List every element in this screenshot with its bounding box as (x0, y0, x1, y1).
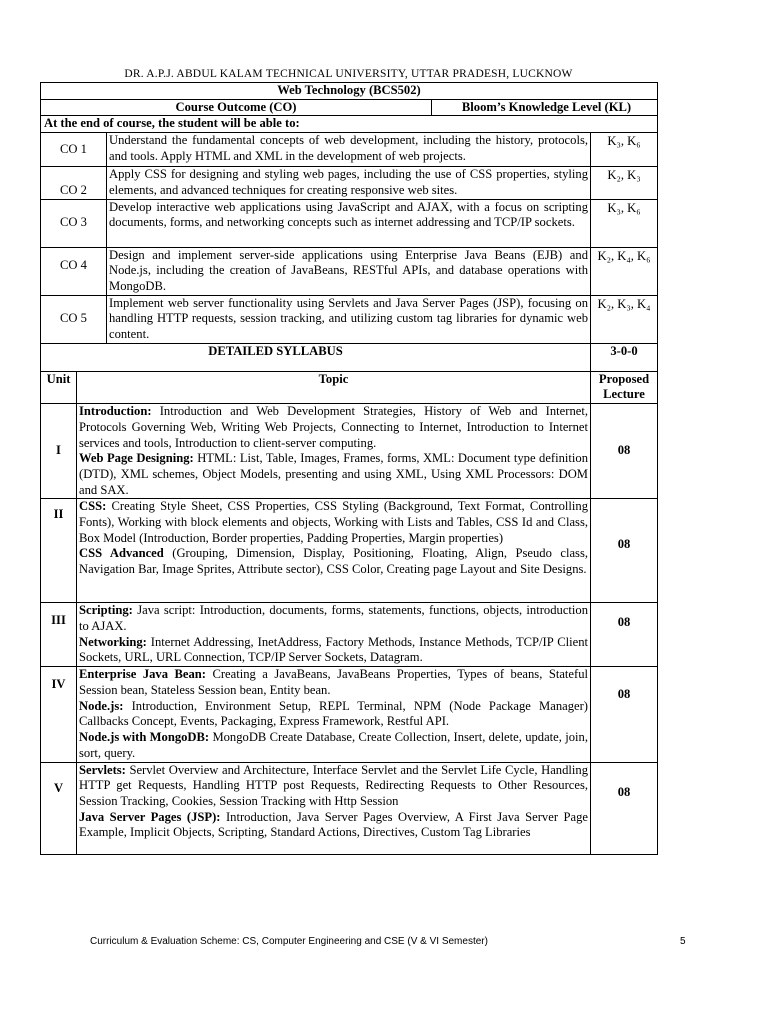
co-kl: K₂, K₃ (591, 167, 658, 199)
ltp: 3-0-0 (591, 343, 658, 371)
syllabus-title: DETAILED SYLLABUS (41, 343, 591, 371)
unit-lecture: 08 (591, 667, 658, 762)
topic-section: Enterprise Java Bean: Creating a JavaBeans, JavaBeans Properties, Types of beans, Stateful Session bean, Stateless Session bean, Entity bean. (79, 667, 588, 698)
kl-column-header: Bloom’s Knowledge Level (KL) (431, 100, 657, 116)
co-row (41, 295, 658, 343)
unit-row (41, 667, 658, 762)
course-title: Web Technology (BCS502) (41, 83, 658, 100)
co-kl: K₂, K₃, K₄ (591, 295, 658, 343)
unit-lecture: 08 (591, 404, 658, 499)
lecture-column-header: Proposed Lecture (591, 371, 658, 403)
topic-section: Servlets: Servlet Overview and Architecture, Interface Servlet and the Servlet Life Cycle, Handling HTTP get Requests, Handling HTTP post Requests, Redirecting Requests to Other Resources, Session Tracking, Cookies, Session Tracking with Http Session (79, 762, 588, 808)
topic-section: Node.js: Introduction, Environment Setup, REPL Terminal, NPM (Node Package Manager) Callbacks Concept, Events, Packaging, Express Framework, Restful API. (79, 698, 588, 729)
unit-number: V (41, 762, 77, 854)
co-text: Apply CSS for designing and styling web pages, including the use of CSS properties, styling elements, and advanced techniques for creating responsive web sites. (107, 167, 591, 199)
footer-text: Curriculum & Evaluation Scheme: CS, Computer Engineering and CSE (V & VI Semester) (90, 936, 488, 947)
topic-section: Web Page Designing: HTML: List, Table, Images, Frames, forms, XML: Document type definition (DTD), XML schemes, Object Models, presenting and using XML, Using XML Processors: DOM and SAX. (79, 451, 588, 497)
co-column-header: Course Outcome (CO) (175, 99, 297, 114)
co-kl: K₃, K₆ (591, 133, 658, 167)
unit-lecture: 08 (591, 762, 658, 854)
unit-topic (77, 603, 591, 667)
page-number: 5 (680, 936, 686, 947)
unit-lecture: 08 (591, 603, 658, 667)
unit-topic (77, 667, 591, 762)
co-id: CO 3 (41, 199, 107, 247)
co-kl: K₃, K₆ (591, 199, 658, 247)
unit-number: IV (41, 667, 77, 762)
unit-column-header: Unit (41, 371, 77, 403)
unit-topic (77, 404, 591, 499)
unit-topic (77, 499, 591, 603)
unit-number: I (41, 404, 77, 499)
unit-row (41, 404, 658, 499)
co-id: CO 5 (41, 295, 107, 343)
topic-column-header: Topic (77, 371, 591, 403)
co-row (41, 199, 658, 247)
university-name: DR. A.P.J. ABDUL KALAM TECHNICAL UNIVERSITY, UTTAR PRADESH, LUCKNOW (124, 68, 573, 80)
topic-section: CSS Advanced (Grouping, Dimension, Display, Positioning, Floating, Align, Pseudo class, Navigation Bar, Image Sprites, Attribute sector), CSS Color, Creating page Layout and Site Designs. (79, 546, 589, 577)
topic-section: Introduction: Introduction and Web Development Strategies, History of Web and Internet, Protocols Governing Web, Writing Web Projects, Connecting to Internet, Introduction to Internet services and tools, Introduction to client-server computing. (79, 404, 588, 450)
unit-number: II (41, 499, 77, 603)
co-id: CO 2 (41, 167, 107, 199)
syllabus-table (40, 82, 658, 855)
unit-lecture: 08 (591, 499, 658, 603)
unit-row (41, 762, 658, 854)
topic-section: Scripting: Java script: Introduction, documents, forms, statements, functions, objects, introduction to AJAX. (79, 603, 588, 634)
co-text: Understand the fundamental concepts of web development, including the history, protocols, and tools. Apply HTML and XML in the development of web projects. (107, 133, 591, 167)
co-text: Develop interactive web applications using JavaScript and AJAX, with a focus on scripting documents, forms, and networking concepts such as internet addressing and TCP/IP sockets. (107, 199, 591, 247)
unit-row (41, 603, 658, 667)
unit-row (41, 499, 658, 603)
topic-section: CSS: Creating Style Sheet, CSS Properties, CSS Styling (Background, Text Format, Controlling Fonts), Working with block elements and objects, Working with Lists and Tables, CSS Id and Class, Box Model (Introduction, Border properties, Padding Properties, Margin properties) (79, 499, 588, 545)
co-intro: At the end of course, the student will be able to: (41, 116, 658, 133)
co-row (41, 133, 658, 167)
unit-topic (77, 762, 591, 854)
topic-section: Node.js with MongoDB: MongoDB Create Database, Create Collection, Insert, delete, update, join, sort, query. (79, 730, 588, 760)
co-id: CO 4 (41, 247, 107, 295)
topic-section: Java Server Pages (JSP): Introduction, Java Server Pages Overview, A First Java Server Page Example, Implicit Objects, Scripting, Standard Actions, Directives, Custom Tag Libraries (79, 809, 588, 840)
co-text: Design and implement server-side applications using Enterprise Java Beans (EJB) and Node.js, including the creation of JavaBeans, RESTful APIs, and database operations with MongoDB. (107, 247, 591, 295)
co-text: Implement web server functionality using Servlets and Java Server Pages (JSP), focusing on handling HTTP requests, session tracking, and utilizing custom tag libraries for dynamic web content. (107, 295, 591, 343)
unit-number: III (41, 603, 77, 667)
topic-section: Networking: Internet Addressing, InetAddress, Factory Methods, Instance Methods, TCP/IP Client Sockets, URL, URL Connection, TCP/IP Server Sockets, Datagram. (79, 634, 588, 665)
co-row (41, 247, 658, 295)
co-header-row (41, 99, 658, 116)
co-kl: K₂, K₄, K₆ (591, 247, 658, 295)
co-row (41, 167, 658, 199)
co-id: CO 1 (41, 133, 107, 167)
